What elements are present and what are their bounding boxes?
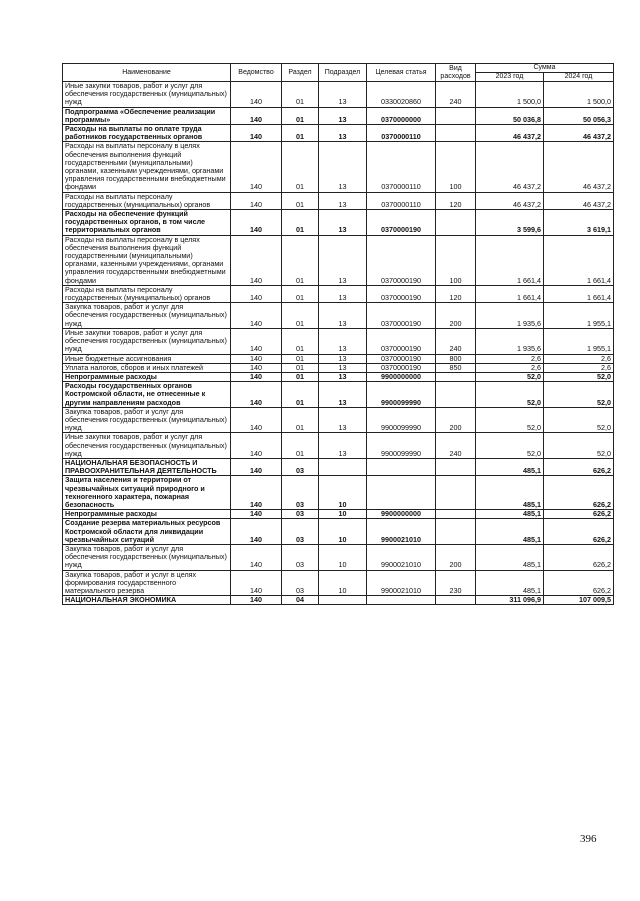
cell-name: Иные закупки товаров, работ и услуг для обеспечения государственных (муниципальных) нужд [63, 433, 231, 459]
cell-sum-2024: 3 619,1 [544, 210, 614, 236]
cell-section: 03 [282, 519, 319, 545]
cell-name: Расходы на выплаты персоналу в целях обеспечения выполнения функций государственными (муниципальными) органами, казенными учреждениями, органами управления государственными внебюджетными фондами [63, 142, 231, 192]
cell-section: 03 [282, 510, 319, 519]
cell-sum-2023: 485,1 [476, 458, 544, 475]
table-row [63, 210, 614, 236]
cell-type: 120 [436, 192, 476, 209]
cell-sum-2023: 311 096,9 [476, 596, 544, 605]
cell-target: 9900000000 [367, 372, 436, 381]
cell-sum-2023: 52,0 [476, 407, 544, 433]
cell-subsection: 13 [319, 235, 367, 285]
cell-dept: 140 [231, 407, 282, 433]
cell-target: 0370000110 [367, 125, 436, 142]
table-row [63, 125, 614, 142]
cell-type: 230 [436, 570, 476, 596]
table-row [63, 82, 614, 108]
cell-sum-2024: 2,6 [544, 363, 614, 372]
cell-dept: 140 [231, 476, 282, 510]
cell-section: 01 [282, 372, 319, 381]
cell-sum-2024: 52,0 [544, 433, 614, 459]
cell-target: 0370000110 [367, 192, 436, 209]
cell-target: 9900099990 [367, 382, 436, 408]
cell-section: 01 [282, 210, 319, 236]
table-row [63, 107, 614, 124]
cell-subsection: 10 [319, 510, 367, 519]
cell-name: Иные закупки товаров, работ и услуг для обеспечения государственных (муниципальных) нужд [63, 82, 231, 108]
cell-target: 9900000000 [367, 510, 436, 519]
cell-target: 9900099990 [367, 433, 436, 459]
cell-target: 0330020860 [367, 82, 436, 108]
table-row [63, 519, 614, 545]
cell-sum-2024: 626,2 [544, 458, 614, 475]
header-sum: Сумма [476, 64, 614, 73]
cell-section: 03 [282, 458, 319, 475]
cell-dept: 140 [231, 125, 282, 142]
cell-type [436, 519, 476, 545]
header-subsection: Подраздел [319, 64, 367, 82]
budget-table [62, 63, 614, 605]
cell-sum-2024: 626,2 [544, 510, 614, 519]
cell-sum-2023: 50 036,8 [476, 107, 544, 124]
cell-name: Непрограммные расходы [63, 372, 231, 381]
cell-name: Закупка товаров, работ и услуг в целях формирования государственного материального резерва [63, 570, 231, 596]
cell-target: 0370000190 [367, 328, 436, 354]
table-row [63, 192, 614, 209]
header-section: Раздел [282, 64, 319, 82]
cell-name: Уплата налогов, сборов и иных платежей [63, 363, 231, 372]
cell-section: 01 [282, 303, 319, 329]
cell-dept: 140 [231, 328, 282, 354]
cell-sum-2024: 52,0 [544, 382, 614, 408]
cell-type: 240 [436, 82, 476, 108]
cell-type: 240 [436, 433, 476, 459]
cell-target: 0370000110 [367, 142, 436, 192]
cell-section: 01 [282, 235, 319, 285]
cell-subsection: 13 [319, 382, 367, 408]
cell-type [436, 372, 476, 381]
cell-section: 01 [282, 107, 319, 124]
cell-target: 9900099990 [367, 407, 436, 433]
cell-sum-2023: 485,1 [476, 476, 544, 510]
cell-subsection: 10 [319, 570, 367, 596]
cell-sum-2023: 1 935,6 [476, 303, 544, 329]
cell-name: Защита населения и территории от чрезвычайных ситуаций природного и техногенного характера, пожарная безопасность [63, 476, 231, 510]
cell-dept: 140 [231, 519, 282, 545]
cell-type: 850 [436, 363, 476, 372]
cell-sum-2024: 50 056,3 [544, 107, 614, 124]
table-row [63, 596, 614, 605]
cell-subsection: 13 [319, 210, 367, 236]
cell-target: 9900021010 [367, 544, 436, 570]
cell-sum-2023: 52,0 [476, 382, 544, 408]
cell-subsection: 13 [319, 328, 367, 354]
cell-name: Подпрограмма «Обеспечение реализации программы» [63, 107, 231, 124]
cell-type: 200 [436, 303, 476, 329]
table-row [63, 433, 614, 459]
cell-type [436, 125, 476, 142]
table-row [63, 142, 614, 192]
cell-target: 0370000190 [367, 354, 436, 363]
cell-section: 04 [282, 596, 319, 605]
cell-sum-2024: 2,6 [544, 354, 614, 363]
cell-section: 01 [282, 142, 319, 192]
cell-target [367, 596, 436, 605]
cell-section: 03 [282, 544, 319, 570]
cell-name: НАЦИОНАЛЬНАЯ БЕЗОПАСНОСТЬ И ПРАВООХРАНИТЕЛЬНАЯ ДЕЯТЕЛЬНОСТЬ [63, 458, 231, 475]
cell-dept: 140 [231, 82, 282, 108]
cell-sum-2023: 1 500,0 [476, 82, 544, 108]
cell-type [436, 510, 476, 519]
cell-target: 0370000190 [367, 363, 436, 372]
cell-target: 0370000190 [367, 285, 436, 302]
cell-type: 100 [436, 235, 476, 285]
cell-section: 01 [282, 82, 319, 108]
cell-subsection: 13 [319, 285, 367, 302]
cell-sum-2024: 1 500,0 [544, 82, 614, 108]
cell-section: 01 [282, 192, 319, 209]
cell-subsection: 10 [319, 519, 367, 545]
cell-sum-2024: 626,2 [544, 519, 614, 545]
header-target: Целевая статья [367, 64, 436, 82]
cell-subsection: 13 [319, 82, 367, 108]
cell-subsection [319, 458, 367, 475]
cell-dept: 140 [231, 235, 282, 285]
cell-sum-2023: 3 599,6 [476, 210, 544, 236]
table-body [63, 82, 614, 605]
table-row [63, 407, 614, 433]
cell-type [436, 458, 476, 475]
cell-sum-2023: 46 437,2 [476, 125, 544, 142]
cell-type [436, 107, 476, 124]
cell-sum-2023: 46 437,2 [476, 192, 544, 209]
table-row [63, 476, 614, 510]
cell-dept: 140 [231, 285, 282, 302]
cell-sum-2024: 1 955,1 [544, 328, 614, 354]
cell-dept: 140 [231, 303, 282, 329]
cell-dept: 140 [231, 210, 282, 236]
cell-name: Расходы на выплаты персоналу государственных (муниципальных) органов [63, 285, 231, 302]
cell-subsection [319, 596, 367, 605]
cell-target: 9900021010 [367, 570, 436, 596]
table-row [63, 544, 614, 570]
cell-dept: 140 [231, 458, 282, 475]
cell-name: Расходы на выплаты персоналу в целях обеспечения выполнения функций государственными (муниципальными) органами, казенными учреждениями, органами управления государственными внебюджетными фондами [63, 235, 231, 285]
cell-sum-2023: 485,1 [476, 570, 544, 596]
cell-type: 200 [436, 544, 476, 570]
cell-dept: 140 [231, 192, 282, 209]
cell-sum-2024: 52,0 [544, 407, 614, 433]
cell-sum-2023: 52,0 [476, 372, 544, 381]
cell-dept: 140 [231, 382, 282, 408]
cell-sum-2023: 46 437,2 [476, 142, 544, 192]
cell-type: 800 [436, 354, 476, 363]
page-number: 396 [580, 833, 597, 845]
cell-subsection: 13 [319, 303, 367, 329]
cell-subsection: 13 [319, 407, 367, 433]
cell-subsection: 13 [319, 433, 367, 459]
cell-sum-2024: 52,0 [544, 372, 614, 381]
cell-sum-2024: 626,2 [544, 544, 614, 570]
cell-name: Расходы на выплаты по оплате труда работников государственных органов [63, 125, 231, 142]
cell-sum-2023: 2,6 [476, 354, 544, 363]
cell-sum-2024: 626,2 [544, 476, 614, 510]
cell-sum-2023: 1 935,6 [476, 328, 544, 354]
cell-sum-2023: 1 661,4 [476, 235, 544, 285]
cell-sum-2024: 1 955,1 [544, 303, 614, 329]
cell-type: 120 [436, 285, 476, 302]
cell-subsection: 13 [319, 107, 367, 124]
cell-type: 240 [436, 328, 476, 354]
cell-target: 9900021010 [367, 519, 436, 545]
cell-section: 01 [282, 125, 319, 142]
cell-name: Закупка товаров, работ и услуг для обеспечения государственных (муниципальных) нужд [63, 303, 231, 329]
table-row [63, 458, 614, 475]
cell-sum-2023: 485,1 [476, 519, 544, 545]
cell-section: 01 [282, 363, 319, 372]
cell-sum-2024: 626,2 [544, 570, 614, 596]
cell-name: Закупка товаров, работ и услуг для обеспечения государственных (муниципальных) нужд [63, 544, 231, 570]
table-row [63, 328, 614, 354]
cell-name: Расходы на обеспечение функций государственных органов, в том числе территориальных органов [63, 210, 231, 236]
cell-dept: 140 [231, 433, 282, 459]
cell-section: 01 [282, 407, 319, 433]
table-row [63, 235, 614, 285]
cell-type [436, 210, 476, 236]
cell-dept: 140 [231, 107, 282, 124]
cell-subsection: 13 [319, 354, 367, 363]
cell-name: НАЦИОНАЛЬНАЯ ЭКОНОМИКА [63, 596, 231, 605]
cell-dept: 140 [231, 372, 282, 381]
cell-target: 0370000000 [367, 107, 436, 124]
cell-subsection: 13 [319, 142, 367, 192]
cell-target: 0370000190 [367, 210, 436, 236]
cell-sum-2023: 52,0 [476, 433, 544, 459]
header-year-2024: 2024 год [544, 73, 614, 82]
cell-section: 01 [282, 285, 319, 302]
header-row [63, 64, 614, 73]
header-dept: Ведомство [231, 64, 282, 82]
cell-dept: 140 [231, 510, 282, 519]
cell-name: Иные бюджетные ассигнования [63, 354, 231, 363]
cell-type [436, 382, 476, 408]
table-row [63, 303, 614, 329]
cell-dept: 140 [231, 596, 282, 605]
cell-name: Закупка товаров, работ и услуг для обеспечения государственных (муниципальных) нужд [63, 407, 231, 433]
cell-dept: 140 [231, 354, 282, 363]
cell-sum-2024: 1 661,4 [544, 235, 614, 285]
cell-dept: 140 [231, 544, 282, 570]
cell-name: Расходы на выплаты персоналу государственных (муниципальных) органов [63, 192, 231, 209]
cell-target: 0370000190 [367, 303, 436, 329]
header-name: Наименование [63, 64, 231, 82]
table-row [63, 285, 614, 302]
table-row [63, 354, 614, 363]
cell-section: 01 [282, 382, 319, 408]
cell-sum-2023: 1 661,4 [476, 285, 544, 302]
cell-target: 0370000190 [367, 235, 436, 285]
cell-name: Иные закупки товаров, работ и услуг для обеспечения государственных (муниципальных) нужд [63, 328, 231, 354]
cell-dept: 140 [231, 142, 282, 192]
cell-type: 100 [436, 142, 476, 192]
cell-target [367, 458, 436, 475]
cell-name: Непрограммные расходы [63, 510, 231, 519]
cell-sum-2024: 1 661,4 [544, 285, 614, 302]
table-row [63, 382, 614, 408]
cell-subsection: 13 [319, 363, 367, 372]
cell-subsection: 13 [319, 125, 367, 142]
cell-sum-2024: 46 437,2 [544, 142, 614, 192]
cell-name: Расходы государственных органов Костромской области, не отнесенные к другим направлениям расходов [63, 382, 231, 408]
header-type: Вид расходов [436, 64, 476, 82]
table-row [63, 570, 614, 596]
cell-subsection: 10 [319, 544, 367, 570]
cell-name: Создание резерва материальных ресурсов Костромской области для ликвидации чрезвычайных ситуаций [63, 519, 231, 545]
cell-sum-2023: 485,1 [476, 544, 544, 570]
cell-sum-2023: 485,1 [476, 510, 544, 519]
cell-dept: 140 [231, 363, 282, 372]
cell-sum-2024: 107 009,5 [544, 596, 614, 605]
cell-dept: 140 [231, 570, 282, 596]
cell-section: 01 [282, 328, 319, 354]
cell-sum-2024: 46 437,2 [544, 192, 614, 209]
cell-sum-2024: 46 437,2 [544, 125, 614, 142]
cell-subsection: 13 [319, 192, 367, 209]
cell-type [436, 476, 476, 510]
cell-type [436, 596, 476, 605]
cell-section: 03 [282, 570, 319, 596]
cell-section: 01 [282, 354, 319, 363]
cell-section: 03 [282, 476, 319, 510]
header-year-2023: 2023 год [476, 73, 544, 82]
cell-subsection: 13 [319, 372, 367, 381]
cell-subsection: 10 [319, 476, 367, 510]
cell-target [367, 476, 436, 510]
cell-type: 200 [436, 407, 476, 433]
cell-sum-2023: 2,6 [476, 363, 544, 372]
cell-section: 01 [282, 433, 319, 459]
